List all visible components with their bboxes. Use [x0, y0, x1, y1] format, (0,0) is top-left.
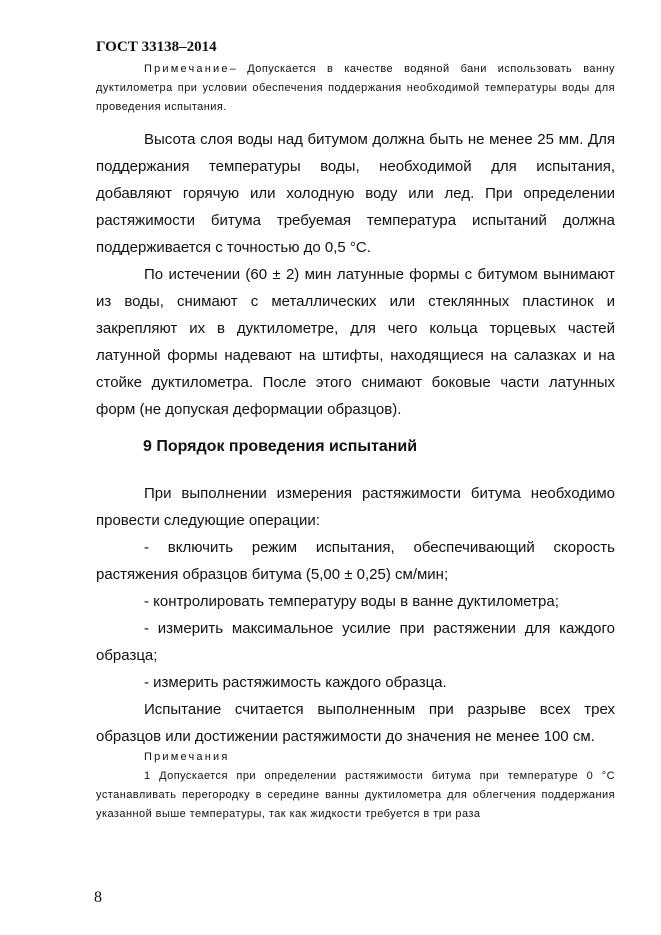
- section-intro: При выполнении измерения растяжимости битума необходимо провести следующие операции:: [96, 485, 615, 529]
- note-block: [96, 60, 615, 117]
- note-text: – Допускается в качестве водяной бани использовать ванну дуктилометра при условии обеспечения поддержания необходимой температуры воды для проведения испытания.: [96, 63, 615, 113]
- note-item-1: 1 Допускается при определении растяжимости битума при температуре 0 °С устанавливать перегородку в середине ванны дуктилометра для облегчения поддержания указанной выше температуры, так как жидкости требуется в три раза: [96, 770, 615, 820]
- notes-block: [96, 748, 615, 824]
- list-item: - контролировать температуру воды в ванне дуктилометра;: [144, 593, 559, 610]
- notes-label-line: [96, 748, 615, 767]
- list-item: - измерить максимальное усилие при растяжении для каждого образца;: [96, 620, 615, 664]
- document-header: ГОСТ 33138–2014: [96, 39, 217, 55]
- section-body: [96, 480, 615, 750]
- notes-label: Примечания: [144, 751, 230, 763]
- note-paragraph: [96, 60, 615, 117]
- list-item: - включить режим испытания, обеспечивающий скорость растяжения образцов битума (5,00 ± 0,25) см/мин;: [96, 539, 615, 583]
- section-conclusion: Испытание считается выполненным при разрыве всех трех образцов или достижении растяжимости до значения не менее 100 см.: [96, 701, 615, 745]
- section-heading: 9 Порядок проведения испытаний: [143, 438, 418, 455]
- list-item: - измерить растяжимость каждого образца.: [144, 674, 447, 691]
- paragraphs-block: [96, 126, 615, 423]
- page-number: 8: [94, 889, 102, 906]
- paragraph-mounting-forms: По истечении (60 ± 2) мин латунные формы с битумом вынимают из воды, снимают с металлических или стеклянных пластинок и закрепляют их в дуктилометре, для чего кольца торцевых частей латунной формы надевают на штифты, находящиеся на салазках и на стойке дуктилометра. После этого снимают боковые части латунных форм (не допуская деформации образцов).: [96, 266, 615, 418]
- note-label: Примечание: [144, 63, 230, 75]
- paragraph-water-level: Высота слоя воды над битумом должна быть не менее 25 мм. Для поддержания температуры воды, необходимой для испытания, добавляют горячую или холодную воду или лед. При определении растяжимости битума требуемая температура испытаний должна поддерживается с точностью до 0,5 °С.: [96, 131, 615, 256]
